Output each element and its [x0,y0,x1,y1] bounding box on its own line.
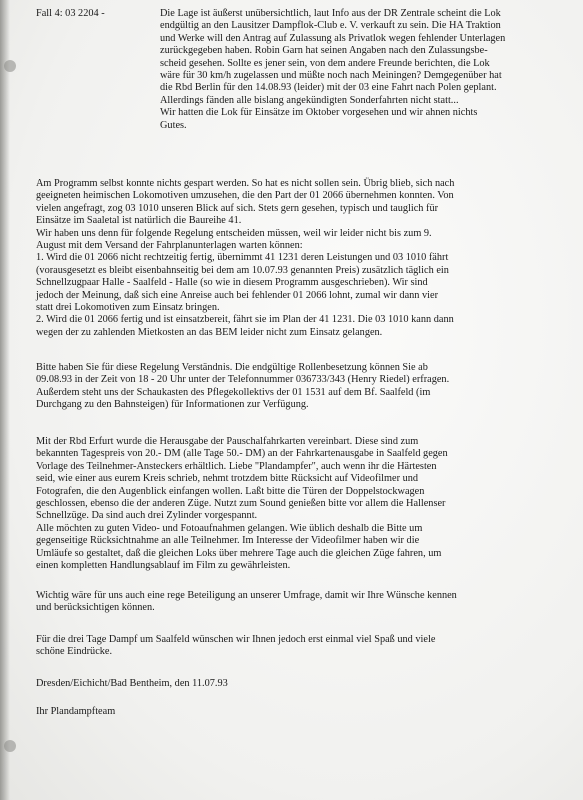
text-line: Umläufe so gestaltet, daß die gleichen Loks über mehrere Tage auch die gleichen Züge fahren, um [36,547,442,559]
text-line: (vorausgesetzt es bleibt eisenbahnseitig bei dem am 10.07.93 genannten Preis) zusätzlich täglich ein [36,264,449,276]
text-line: Einsätze im Saaletal ist natürlich die Baureihe 41. [36,215,242,227]
text-line: Alle möchten zu guten Video- und Fotoaufnahmen gelangen. Wie üblich deshalb die Bitte um [36,522,423,534]
case-line: wäre für 30 km/h zugelassen und müßte noch nach Meiningen? Demgegenüber hat [160,70,502,82]
text-line: Für die drei Tage Dampf um Saalfeld wünschen wir Ihnen jedoch erst einmal viel Spaß und viele [36,634,436,645]
text-line: und berücksichtigen können. [36,602,155,614]
text-line: wegen der zu zahlenden Mietkosten an das BEM leider nicht zum Einsatz gelangen. [36,326,383,338]
text-line: 09.08.93 in der Zeit von 18 - 20 Uhr unter der Telefonnummer 036733/343 (Henry Riedel) erfragen. [36,374,450,386]
case-line: Die Lage ist äußerst unübersichtlich, laut Info aus der DR Zentrale scheint die Lok [160,8,501,19]
paragraph-programm [36,178,558,339]
case-line: Allerdings fänden alle bislang angekündigten Sonderfahrten nicht statt... [160,94,459,106]
punch-hole [4,60,16,72]
paragraph-fahrkarten [36,436,558,572]
text-line: Am Programm selbst konnte nichts gespart werden. So hat es nicht sollen sein. Übrig blieb, sich nach [36,178,455,189]
text-line: Außerdem steht uns der Schaukasten des Pflegekollektivs der 01 1531 auf dem Bf. Saalfeld (im [36,386,431,398]
text-line: Fotografen, die den Augenblick einfangen wollen. Laßt bitte die Türen der Doppelstockwagen [36,485,425,497]
text-line: bekannten Tagespreis von 20.- DM (alle Tage 50.- DM) an der Fahrkartenausgabe in Saalfeld gegen [36,448,448,460]
text-line: geschlossen, ebenso die der anderen Züge. Nutzt zum Sound genießen bitte vor allem die Hallenser [36,498,446,510]
text-line: gegenseitige Rücksichtnahme an alle Teilnehmer. Im Interesse der Videofilmer haben wir die [36,535,420,547]
text-line: Wir haben uns denn für folgende Regelung entscheiden müssen, weil wir leider nicht bis zum 9. [36,227,432,239]
text-line: 1. Wird die 01 2066 nicht rechtzeitig fertig, übernimmt 41 1231 deren Leistungen und 03 1010 fährt [36,252,449,264]
text-line: August mit dem Versand der Fahrplanunterlagen warten können: [36,240,303,252]
text-line: Schnellzüge. Da sind auch drei Zylinder vorgespannt. [36,510,258,522]
text-line: Mit der Rbd Erfurt wurde die Herausgabe der Pauschalfahrkarten vereinbart. Diese sind zum [36,436,419,447]
case-line: Gutes. [160,119,187,131]
punch-hole [4,740,16,752]
case-body [160,8,558,132]
case-line: zurückgegeben haben. Robin Garn hat seinen Angaben nach den Zulassungsbe- [160,45,488,57]
text-line: jedoch der Meinung, daß sich eine Anreise auch bei fehlender 01 2066 lohnt, zumal wir dann vier [36,289,439,301]
case-block [36,8,558,132]
signature: Ihr Plandampfteam [36,706,116,717]
scan-edge-shadow [0,0,10,800]
case-line: und Werke will den Antrag auf Zulassung als Privatlok wegen fehlender Unterlagen [160,32,506,44]
text-line: schöne Eindrücke. [36,646,113,658]
place-date: Dresden/Eichicht/Bad Bentheim, den 11.07.93 [36,678,228,689]
text-line: Bitte haben Sie für diese Regelung Verständnis. Die endgültige Rollenbesetzung können Sie ab [36,362,428,373]
text-line: seid, wie einer aus eurem Kreis schrieb, nehmt trotzdem bitte Rücksicht auf Videofilmer und [36,473,419,485]
case-line: Wir hatten die Lok für Einsätze im Oktober vorgesehen und wir ahnen nichts [160,107,478,119]
text-line: 2. Wird die 01 2066 fertig und ist einsatzbereit, fährt sie im Plan der 41 1231. Die 03 1010 kann dann [36,314,454,326]
case-line: endgültig an den Lausitzer Dampflok-Club e. V. verkauft zu sein. Die HA Traktion [160,20,501,32]
text-line: Schnellzugpaar Halle - Saalfeld - Halle (so wie in diesem Programm ausgeschrieben). Wir sind [36,277,428,289]
paragraph-umfrage [36,590,558,615]
text-line: Vorlage des Teilnehmer-Ansteckers erhältlich. Liebe "Plandampfer", auch wenn ihr die Härtesten [36,460,437,472]
case-line: die Rbd Berlin für den 14.08.93 (leider) mit der 03 eine Fahrt nach Polen geplant. [160,82,497,94]
paragraph-regelung [36,362,558,412]
text-line: vielen angefragt, zog 03 1010 unseren Blick auf sich. Stets gern gesehen, typisch und tauglich für [36,202,439,214]
text-line: Durchgang zu den Bahnsteigen) für Informationen zur Verfügung. [36,399,309,411]
text-line: einen kompletten Handlungsablauf im Film zu gewährleisten. [36,560,291,572]
text-line: geeigneten heimischen Lokomotiven umzusehen, die den Part der 01 2066 übernehmen konnten. Von [36,190,454,202]
case-label: Fall 4: 03 2204 - [36,8,105,19]
case-line: scheid gesehen. Sollte es jener sein, von dem andere Freunde berichten, die Lok [160,57,490,69]
text-line: statt drei Lokomotiven zum Einsatz bringen. [36,302,220,314]
text-line: Wichtig wäre für uns auch eine rege Beteiligung an unserer Umfrage, damit wir Ihre Wünsche kennen [36,590,457,601]
paragraph-gruss [36,634,558,659]
